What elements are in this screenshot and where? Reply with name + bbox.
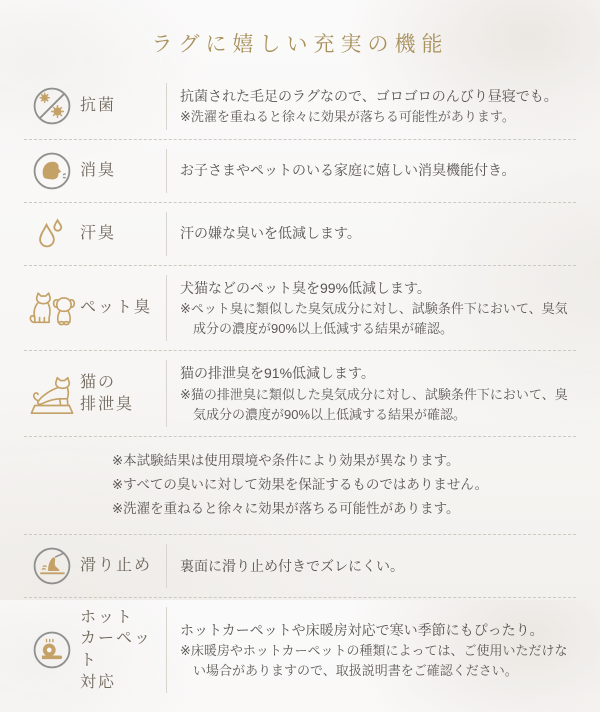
feature-main-text: 裏面に滑り止め付きでズレにくい。 <box>180 555 576 577</box>
feature-label-cell <box>24 212 166 256</box>
feature-label <box>80 607 166 693</box>
feature-label-cell <box>24 607 166 693</box>
feature-description <box>166 83 576 130</box>
sweat-droplets-icon <box>24 212 80 256</box>
disclaimer-line: ※洗濯を重ねると徐々に効果が落ちる可能性があります。 <box>112 497 488 521</box>
feature-note-text: ※洗濯を重ねると徐々に効果が落ちる可能性があります。 <box>180 107 576 127</box>
feature-description <box>166 275 576 342</box>
feature-label-cell <box>24 149 166 193</box>
feature-label-text: 排泄臭 <box>80 396 134 413</box>
disclaimer-line: ※すべての臭いに対して効果を保証するものではありません。 <box>112 473 488 497</box>
test-disclaimers <box>24 437 576 535</box>
feature-label-cell <box>24 83 166 130</box>
feature-main-text: 抗菌された毛足のラグなので、ゴロゴロのんびり昼寝でも。 <box>180 85 576 107</box>
feature-label-text: 消臭 <box>80 162 116 179</box>
feature-label-cell <box>24 544 166 588</box>
feature-row-pet-odor <box>24 266 576 352</box>
feature-label-cell <box>24 275 166 342</box>
antibacterial-no-germs-icon <box>24 84 80 128</box>
feature-main-text: 犬猫などのペット臭を99%低減します。 <box>180 277 576 299</box>
feature-row-hot-carpet <box>24 598 576 702</box>
feature-label <box>80 223 116 245</box>
feature-label <box>80 555 152 577</box>
page-title: ラグに嬉しい充実の機能 <box>24 28 576 58</box>
feature-description <box>166 607 576 693</box>
feature-note-text: ※床暖房やホットカーペットの種類によっては、ご使用いただけない場合がありますので、取扱説明書をご確認ください。 <box>180 641 576 681</box>
cat-and-dog-icon <box>24 286 80 330</box>
disclaimer-line: ※本試験結果は使用環境や条件により効果が異なります。 <box>112 449 488 473</box>
deodorize-face-icon <box>24 149 80 193</box>
feature-description <box>166 544 576 588</box>
feature-label-text: 滑り止め <box>80 557 152 574</box>
feature-note-text: ※ペット臭に類似した臭気成分に対し、試験条件下において、臭気成分の濃度が90%以上低減する結果が確認。 <box>180 299 576 339</box>
feature-main-text: ホットカーペットや床暖房対応で寒い季節にもぴったり。 <box>180 619 576 641</box>
feature-label-text: ペット臭 <box>80 299 152 316</box>
feature-label-text: カーペット <box>80 630 152 669</box>
feature-main-text: 猫の排泄臭を91%低減します。 <box>180 362 576 384</box>
feature-label <box>80 372 134 415</box>
hot-carpet-icon <box>24 628 80 672</box>
feature-description <box>166 149 576 193</box>
feature-main-text: お子さまやペットのいる家庭に嬉しい消臭機能付き。 <box>180 159 576 181</box>
feature-row-non-slip <box>24 535 576 598</box>
feature-description <box>166 360 576 427</box>
feature-main-text: 汗の嫌な臭いを低減します。 <box>180 222 576 244</box>
feature-label <box>80 95 116 117</box>
feature-label-text: ホット <box>80 609 134 626</box>
test-disclaimers-inner <box>112 449 488 522</box>
feature-label <box>80 160 116 182</box>
feature-label-cell <box>24 360 166 427</box>
feature-label-text: 猫の <box>80 374 116 391</box>
non-slip-foot-icon <box>24 544 80 588</box>
feature-row-sweat-odor <box>24 203 576 266</box>
feature-note-text: ※猫の排泄臭に類似した臭気成分に対し、試験条件下において、臭気成分の濃度が90%以上低減する結果が確認。 <box>180 385 576 425</box>
feature-label-text: 対応 <box>80 674 116 691</box>
feature-label-text: 汗臭 <box>80 225 116 242</box>
feature-row-cat-excretion-odor <box>24 351 576 437</box>
feature-label <box>80 297 152 319</box>
feature-label-text: 抗菌 <box>80 97 116 114</box>
cat-on-litter-tray-icon <box>24 371 80 417</box>
feature-row-deodorize <box>24 140 576 203</box>
feature-row-antibacterial <box>24 74 576 140</box>
feature-description <box>166 212 576 256</box>
